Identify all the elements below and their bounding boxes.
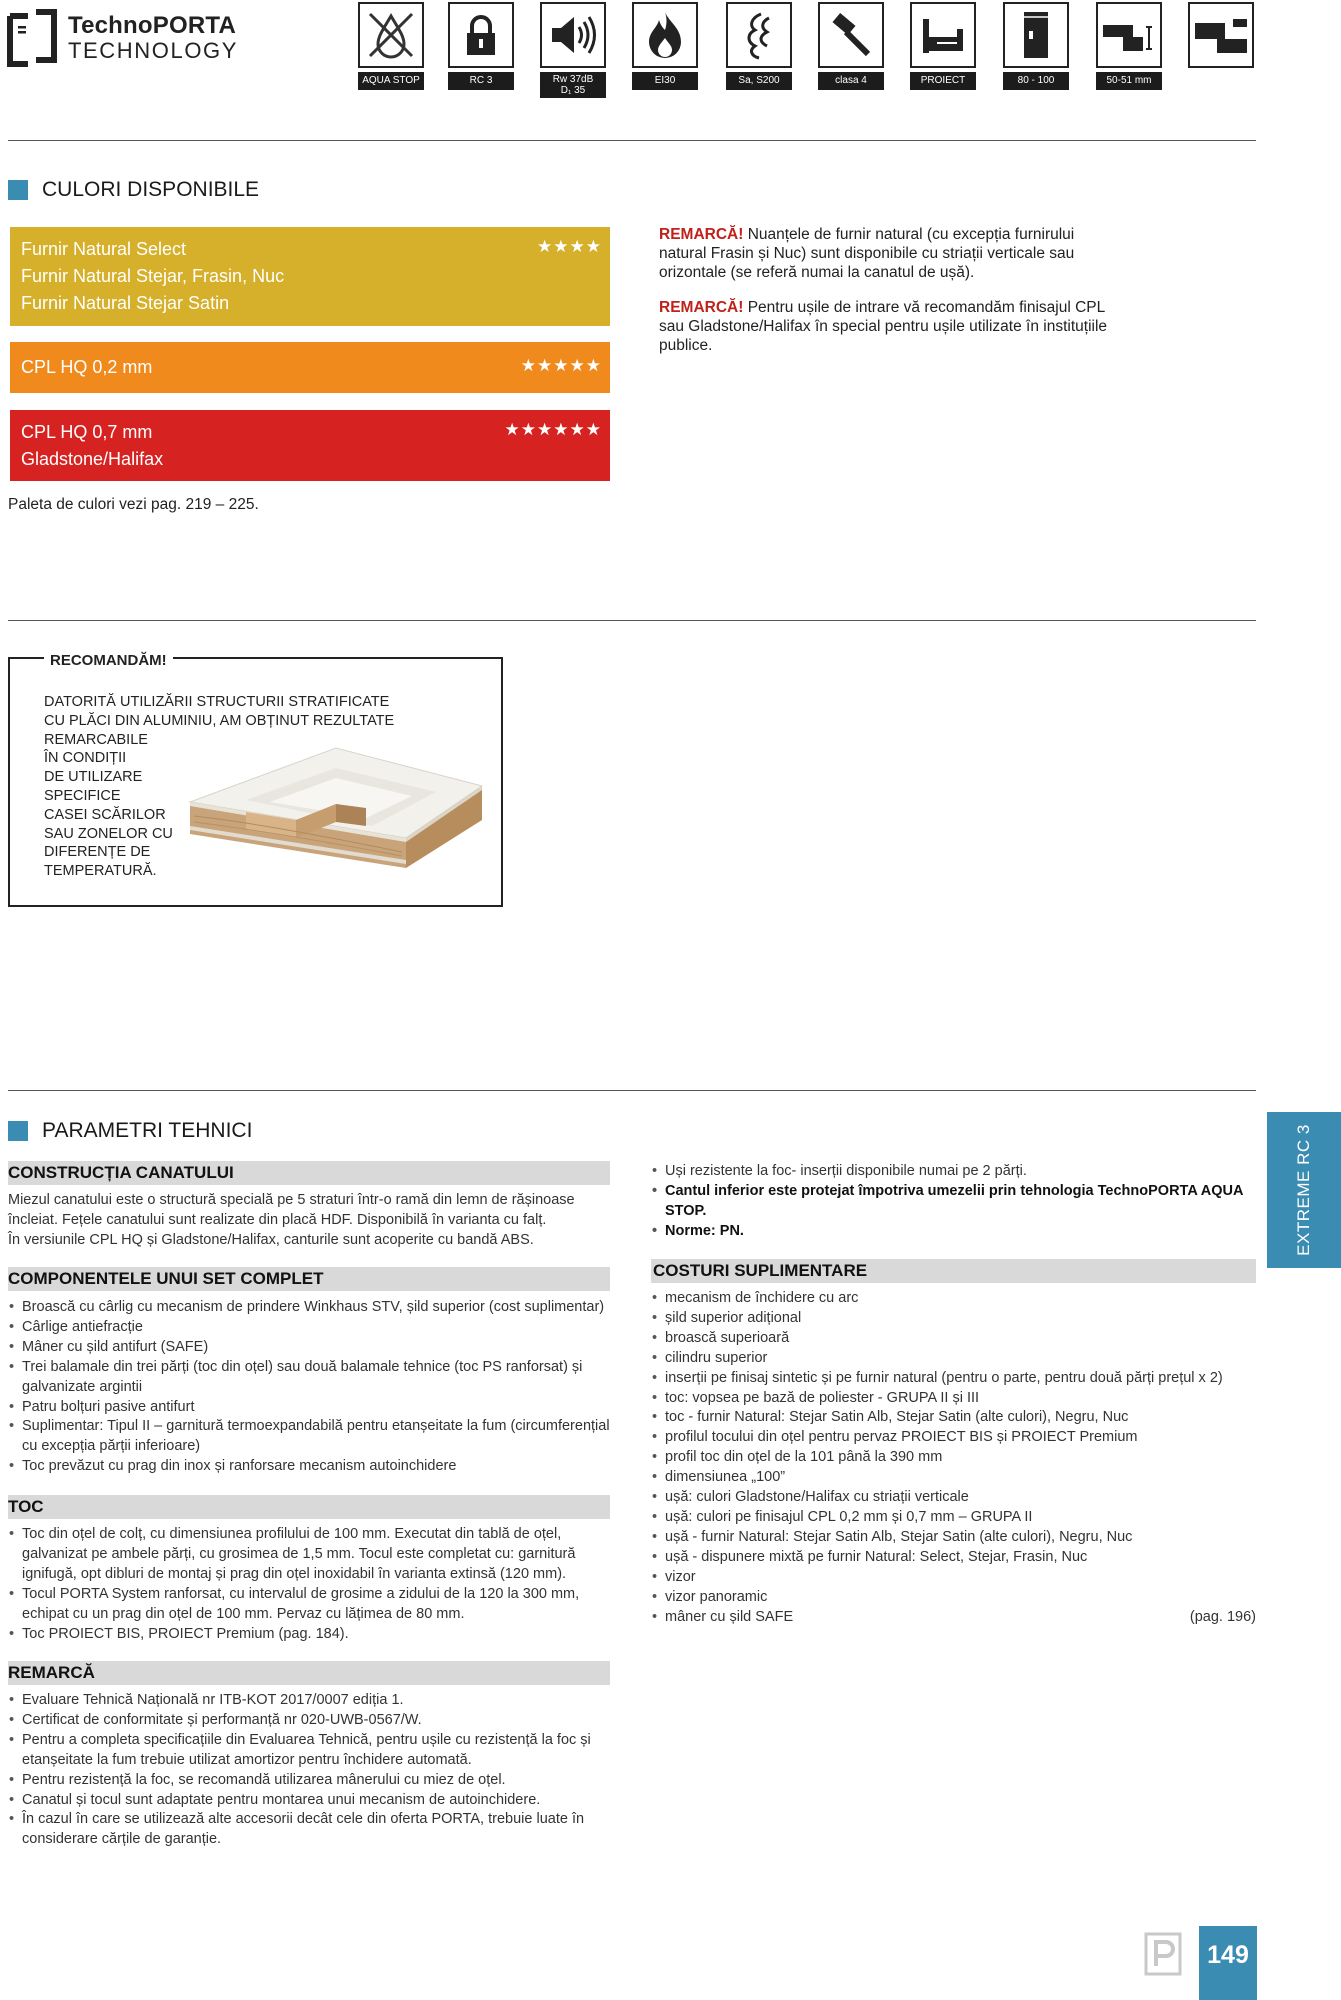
params-section-header — [8, 1119, 252, 1143]
finish-name: CPL HQ 0,7 mm — [21, 422, 153, 442]
toc-list — [8, 1525, 613, 1644]
rec-line: REMARCABILE — [44, 731, 148, 748]
construction-heading: CONSTRUCȚIA CANATULUI — [8, 1161, 610, 1185]
panel-gap — [10, 326, 610, 342]
list-item: • Toc din oțel de colț, cu dimensiunea profilului de 100 mm. Executat din tablă de oțel, galvanizat pe ambele părți, cu grosimea de 1,5 mm. Tocul este completat cu: garnitură ignifugă, opt dibluri de montaj și prag din oțel inoxidabil în varianta extinsă (120 mm). — [8, 1525, 613, 1585]
remark-heading: REMARCĂ — [8, 1661, 610, 1685]
list-item: • Certificat de conformitate și performanță nr 020-UWB-0567/W. — [8, 1711, 613, 1731]
remark-text: Pentru ușile de intrare vă recomandăm finisajul CPL sau Gladstone/Halifax în special pentru ușile utilizate în instituțiile publice. — [659, 299, 1108, 354]
remark-list — [8, 1691, 613, 1850]
star-rating-icon: ★★★★★ — [520, 356, 602, 375]
list-item: • Suplimentar: Tipul II – garnitură termoexpandabilă pentru etanșeitate la fum (circumferențial cu excepția părții inferioare) — [8, 1417, 613, 1457]
list-item: • toc: vopsea pe bază de poliester - GRUPA II și III — [651, 1389, 1256, 1409]
feature-label: clasa 4 — [818, 72, 884, 90]
feature-label: 80 - 100 — [1003, 72, 1069, 90]
page-number: 149 — [1199, 1926, 1257, 2000]
feature-label: EI30 — [632, 72, 698, 90]
list-item: • Broască cu cârlig cu mecanism de prindere Winkhaus STV, șild superior (cost suplimentar) — [8, 1298, 613, 1318]
list-item: • vizor panoramic — [651, 1588, 1256, 1608]
list-item: • vizor — [651, 1568, 1256, 1588]
list-item: • Pentru rezistență la foc, se recomandă utilizarea mânerului cu miez de oțel. — [8, 1771, 613, 1791]
door-features-list — [651, 1162, 1251, 1242]
technoporta-logo-icon — [6, 8, 58, 68]
list-item: • Uși rezistente la foc- inserții disponibile numai pe 2 părți. — [651, 1162, 1251, 1182]
finish-name: Gladstone/Halifax — [21, 449, 164, 469]
finish-panel-cpl-02 — [10, 342, 610, 393]
smoke-icon — [726, 2, 792, 68]
list-item: • profil toc din oțel de la 101 până la 390 mm — [651, 1448, 1256, 1468]
brand-name: TechnoPORTA — [68, 12, 236, 39]
door-icon — [1003, 2, 1069, 68]
finish-panel-natural-veneer — [10, 227, 610, 326]
construction-text — [8, 1191, 610, 1250]
params-section-title: PARAMETRI TEHNICI — [42, 1119, 253, 1142]
list-item: • Mâner cu șild antifurt (SAFE) — [8, 1338, 613, 1358]
section-marker — [8, 1121, 28, 1141]
list-item: • toc - furnir Natural: Stejar Satin Alb, Stejar Satin (alte culori), Negru, Nuc — [651, 1408, 1256, 1428]
text-line: încleiat. Fețele canatului sunt realizate din placă HDF. Disponibilă în varianta cu falț. — [8, 1211, 547, 1228]
list-item: • Trei balamale din trei părți (toc din oțel) sau două balamale tehnice (toc PS ranforsat) și galvanizate argintii — [8, 1358, 613, 1398]
page-reference: (pag. 196) — [1189, 1608, 1256, 1625]
frame-profile-icon — [910, 2, 976, 68]
list-item: • dimensiunea „100” — [651, 1468, 1256, 1488]
list-item: • ușă: culori Gladstone/Halifax cu striații verticale — [651, 1488, 1256, 1508]
list-item: • Evaluare Tehnică Națională nr ITB-KOT 2017/0007 ediția 1. — [8, 1691, 613, 1711]
padlock-icon — [448, 2, 514, 68]
list-item: • Patru bolțuri pasive antifurt — [8, 1398, 613, 1418]
water-drop-crossed-icon — [358, 2, 424, 68]
colors-section-header — [8, 178, 259, 202]
finish-name: Furnir Natural Select — [21, 239, 187, 259]
remark-entry-doors — [659, 298, 1109, 355]
hammer-icon — [818, 2, 884, 68]
product-series-label: EXTREME RC 3 — [1294, 1124, 1313, 1256]
threshold-icon — [1096, 2, 1162, 68]
text-line: Miezul canatului este o structură specială pe 5 straturi într-o ramă din lemn de rășinoase — [8, 1192, 575, 1208]
frame-section-icon — [1188, 2, 1254, 68]
feature-label: Rw 37dB D₁ 35 — [540, 72, 606, 98]
list-item: • ușă: culori pe finisajul CPL 0,2 mm și 0,7 mm – GRUPA II — [651, 1508, 1256, 1528]
feature-label: PROIECT — [910, 72, 976, 90]
list-item-text: • mâner cu șild SAFE — [665, 1608, 794, 1625]
rec-line: DATORITĂ UTILIZĂRII STRUCTURII STRATIFICATE — [44, 694, 390, 710]
divider — [8, 140, 1256, 141]
finish-name: CPL HQ 0,2 mm — [21, 357, 153, 377]
feature-label: AQUA STOP — [358, 72, 424, 90]
remark-veneer — [659, 225, 1109, 282]
list-item: • Cârlige antiefracție — [8, 1318, 613, 1338]
rec-line: DIFERENȚE DE — [44, 844, 151, 861]
layered-door-cross-section-image — [186, 742, 486, 892]
list-item: • ușă - dispunere mixtă pe furnir Natural: Select, Stejar, Frasin, Nuc — [651, 1548, 1256, 1568]
colors-section-title: CULORI DISPONIBILE — [42, 178, 260, 201]
list-item: • Canatul și tocul sunt adaptate pentru montarea unui mecanism de autoinchidere. — [8, 1791, 613, 1811]
finish-name: Furnir Natural Stejar Satin — [21, 293, 230, 313]
star-rating-icon: ★★★★ — [537, 237, 602, 256]
brand-subtitle: TECHNOLOGY — [68, 38, 239, 63]
feature-label: Sa, S200 — [726, 72, 792, 90]
list-item: • În cazul în care se utilizează alte accesorii decât cele din oferta PORTA, trebuie luate în considerare cărțile de garanție. — [8, 1810, 613, 1850]
list-item: • Norme: PN. — [651, 1222, 1251, 1242]
finish-name: Furnir Natural Stejar, Frasin, Nuc — [21, 266, 285, 286]
rec-line: TEMPERATURĂ. — [44, 863, 157, 880]
components-list — [8, 1298, 613, 1477]
feature-label: RC 3 — [448, 72, 514, 90]
components-heading: COMPONENTELE UNUI SET COMPLET — [8, 1267, 610, 1291]
list-item: • Toc PROIECT BIS, PROIECT Premium (pag. 184). — [8, 1625, 613, 1645]
list-item: • inserții pe finisaj sintetic și pe furnir natural (pentru o parte, pentru două părți prețul x 2) — [651, 1369, 1256, 1389]
remark-tag: REMARCĂ! — [659, 226, 744, 243]
extra-costs-heading: COSTURI SUPLIMENTARE — [651, 1259, 1256, 1283]
list-item: • profilul tocului din oțel pentru pervaz PROIECT BIS și PROIECT Premium — [651, 1428, 1256, 1448]
toc-heading: TOC — [8, 1495, 610, 1519]
rec-line: ÎN CONDIȚII — [44, 750, 127, 767]
divider — [8, 1090, 1256, 1091]
flame-icon — [632, 2, 698, 68]
list-item — [651, 1608, 1256, 1628]
rec-line: CU PLĂCI DIN ALUMINIU, AM OBȚINUT REZULTATE — [44, 712, 395, 729]
list-item: • șild superior adițional — [651, 1309, 1256, 1329]
recommendation-title: RECOMANDĂM! — [44, 652, 173, 669]
list-item: • mecanism de închidere cu arc — [651, 1289, 1256, 1309]
feature-label: 50-51 mm — [1096, 72, 1162, 90]
rec-line: CASEI SCĂRILOR — [44, 806, 166, 823]
rec-line: DE UTILIZARE — [44, 769, 143, 786]
list-item: • broască superioară — [651, 1329, 1256, 1349]
remark-tag: REMARCĂ! — [659, 299, 744, 316]
product-side-tab — [1267, 1112, 1341, 1268]
finish-panel-cpl-07 — [10, 410, 610, 481]
speaker-icon — [540, 2, 606, 68]
rec-line: SAU ZONELOR CU — [44, 825, 173, 842]
rec-line: SPECIFICE — [44, 787, 121, 804]
list-item: • Pentru a completa specificațiile din Evaluarea Tehnică, pentru ușile cu rezistență la foc și etanșeitate la fum trebuie utilizat amortizor pentru închidere automată. — [8, 1731, 613, 1771]
palette-note: Paleta de culori vezi pag. 219 – 225. — [8, 496, 259, 513]
list-item: • Tocul PORTA System ranforsat, cu intervalul de grosime a zidului de la 120 la 300 mm, echipat cu un prag din oțel de 100 mm. Pervaz cu lățimea de 80 mm. — [8, 1585, 613, 1625]
divider — [8, 620, 1256, 621]
extra-costs-list — [651, 1289, 1256, 1627]
porta-p-logo-icon — [1144, 1932, 1182, 1976]
list-item: • cilindru superior — [651, 1349, 1256, 1369]
remark-text: Nuanțele de furnir natural (cu excepția furnirului natural Frasin și Nuc) sunt disponibile cu striații verticale sau orizontale (se referă numai la canatul de ușă). — [659, 226, 1075, 281]
text-line: În versiunile CPL HQ și Gladstone/Halifax, canturile sunt acoperite cu bandă ABS. — [8, 1231, 534, 1248]
list-item: • Cantul inferior este protejat împotriva umezelii prin tehnologia TechnoPORTA AQUA STOP. — [651, 1182, 1251, 1222]
list-item: • ușă - furnir Natural: Stejar Satin Alb, Stejar Satin (alte culori), Negru, Nuc — [651, 1528, 1256, 1548]
list-item: • Toc prevăzut cu prag din inox și ranforsare mecanism autoinchidere — [8, 1457, 613, 1477]
section-marker — [8, 180, 28, 200]
star-rating-icon: ★★★★★★ — [504, 420, 602, 439]
